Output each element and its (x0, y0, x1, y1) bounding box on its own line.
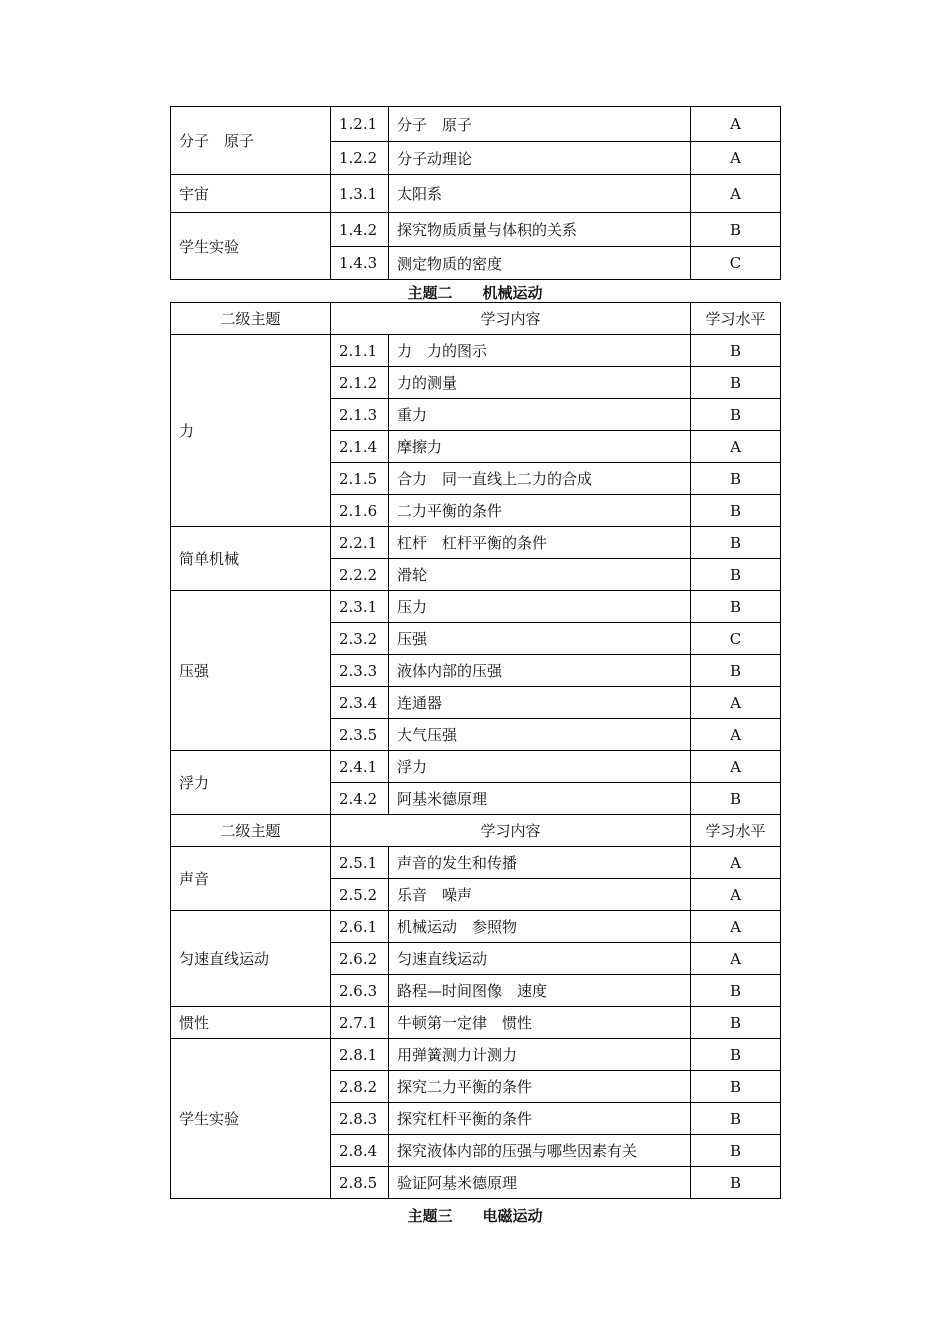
content-cell: 分子 原子 (389, 107, 691, 142)
code-cell: 2.6.1 (331, 911, 389, 943)
level-cell: B (691, 213, 781, 247)
content-cell: 力 力的图示 (389, 335, 691, 367)
header-learning-level: 学习水平 (691, 815, 781, 847)
content-cell: 浮力 (389, 751, 691, 783)
content-cell: 乐音 噪声 (389, 879, 691, 911)
level-cell: A (691, 687, 781, 719)
content-cell: 摩擦力 (389, 431, 691, 463)
level-cell: A (691, 431, 781, 463)
code-cell: 2.4.2 (331, 783, 389, 815)
topic-cell: 学生实验 (171, 213, 331, 280)
header-secondary-topic: 二级主题 (171, 815, 331, 847)
content-cell: 分子动理论 (389, 142, 691, 175)
topic-cell: 力 (171, 335, 331, 527)
code-cell: 2.5.1 (331, 847, 389, 879)
content-cell: 重力 (389, 399, 691, 431)
content-cell: 压强 (389, 623, 691, 655)
level-cell: B (691, 495, 781, 527)
content-cell: 连通器 (389, 687, 691, 719)
level-cell: B (691, 1007, 781, 1039)
table-row (171, 107, 781, 142)
code-cell: 2.5.2 (331, 879, 389, 911)
header-learning-content: 学习内容 (331, 815, 691, 847)
level-cell: A (691, 751, 781, 783)
content-cell: 匀速直线运动 (389, 943, 691, 975)
content-cell: 用弹簧测力计测力 (389, 1039, 691, 1071)
code-cell: 2.8.3 (331, 1103, 389, 1135)
code-cell: 2.8.1 (331, 1039, 389, 1071)
code-cell: 2.6.2 (331, 943, 389, 975)
topic-cell: 学生实验 (171, 1039, 331, 1199)
code-cell: 2.6.3 (331, 975, 389, 1007)
table-row (171, 591, 781, 623)
topic-cell: 匀速直线运动 (171, 911, 331, 1007)
content-cell: 验证阿基米德原理 (389, 1167, 691, 1199)
level-cell: A (691, 943, 781, 975)
code-cell: 2.7.1 (331, 1007, 389, 1039)
level-cell: B (691, 1167, 781, 1199)
header-row (171, 815, 781, 847)
section-heading-theme-3: 主题三 电磁运动 (407, 1207, 543, 1225)
code-cell: 2.1.4 (331, 431, 389, 463)
level-cell: B (691, 655, 781, 687)
level-cell: A (691, 911, 781, 943)
level-cell: B (691, 1071, 781, 1103)
content-cell: 机械运动 参照物 (389, 911, 691, 943)
header-learning-level: 学习水平 (691, 303, 781, 335)
content-cell: 牛顿第一定律 惯性 (389, 1007, 691, 1039)
code-cell: 2.1.3 (331, 399, 389, 431)
topic-cell: 宇宙 (171, 175, 331, 213)
table-body (171, 107, 781, 280)
section-heading-theme-2: 主题二 机械运动 (407, 284, 543, 302)
content-cell: 压力 (389, 591, 691, 623)
code-cell: 2.1.1 (331, 335, 389, 367)
code-cell: 1.4.3 (331, 247, 389, 280)
content-cell: 探究二力平衡的条件 (389, 1071, 691, 1103)
table-row (171, 1007, 781, 1039)
topic-cell: 浮力 (171, 751, 331, 815)
level-cell: A (691, 107, 781, 142)
table-row (171, 751, 781, 783)
level-cell: C (691, 247, 781, 280)
code-cell: 2.8.5 (331, 1167, 389, 1199)
header-row (171, 303, 781, 335)
level-cell: A (691, 175, 781, 213)
level-cell: B (691, 463, 781, 495)
table-row (171, 1039, 781, 1071)
level-cell: A (691, 719, 781, 751)
content-cell: 探究物质质量与体积的关系 (389, 213, 691, 247)
code-cell: 2.3.5 (331, 719, 389, 751)
content-cell: 二力平衡的条件 (389, 495, 691, 527)
table-row (171, 847, 781, 879)
level-cell: A (691, 847, 781, 879)
code-cell: 2.2.1 (331, 527, 389, 559)
table-row (171, 213, 781, 247)
level-cell: A (691, 879, 781, 911)
topic-cell: 惯性 (171, 1007, 331, 1039)
level-cell: B (691, 367, 781, 399)
level-cell: B (691, 335, 781, 367)
level-cell: B (691, 975, 781, 1007)
content-cell: 合力 同一直线上二力的合成 (389, 463, 691, 495)
topic-cell: 分子 原子 (171, 107, 331, 175)
content-cell: 路程—时间图像 速度 (389, 975, 691, 1007)
table-row (171, 527, 781, 559)
level-cell: A (691, 142, 781, 175)
code-cell: 2.1.2 (331, 367, 389, 399)
topic-cell: 简单机械 (171, 527, 331, 591)
code-cell: 2.1.6 (331, 495, 389, 527)
topic-cell: 压强 (171, 591, 331, 751)
content-cell: 滑轮 (389, 559, 691, 591)
header-learning-content: 学习内容 (331, 303, 691, 335)
level-cell: B (691, 591, 781, 623)
level-cell: B (691, 1103, 781, 1135)
code-cell: 1.4.2 (331, 213, 389, 247)
level-cell: B (691, 1039, 781, 1071)
code-cell: 2.8.2 (331, 1071, 389, 1103)
content-cell: 探究液体内部的压强与哪些因素有关 (389, 1135, 691, 1167)
code-cell: 1.3.1 (331, 175, 389, 213)
content-cell: 声音的发生和传播 (389, 847, 691, 879)
level-cell: B (691, 399, 781, 431)
code-cell: 1.2.2 (331, 142, 389, 175)
content-cell: 大气压强 (389, 719, 691, 751)
table-row (171, 335, 781, 367)
content-cell: 太阳系 (389, 175, 691, 213)
code-cell: 2.3.4 (331, 687, 389, 719)
code-cell: 2.1.5 (331, 463, 389, 495)
code-cell: 2.4.1 (331, 751, 389, 783)
topic-cell: 声音 (171, 847, 331, 911)
level-cell: B (691, 1135, 781, 1167)
table-row (171, 175, 781, 213)
table-theme-1-continued (170, 106, 781, 280)
content-cell: 杠杆 杠杆平衡的条件 (389, 527, 691, 559)
content-cell: 测定物质的密度 (389, 247, 691, 280)
level-cell: C (691, 623, 781, 655)
table-row (171, 911, 781, 943)
content-cell: 力的测量 (389, 367, 691, 399)
content-cell: 阿基米德原理 (389, 783, 691, 815)
code-cell: 1.2.1 (331, 107, 389, 142)
level-cell: B (691, 783, 781, 815)
code-cell: 2.2.2 (331, 559, 389, 591)
table-body (171, 303, 781, 1199)
table-theme-2 (170, 302, 781, 1199)
content-cell: 液体内部的压强 (389, 655, 691, 687)
code-cell: 2.3.2 (331, 623, 389, 655)
code-cell: 2.3.3 (331, 655, 389, 687)
code-cell: 2.8.4 (331, 1135, 389, 1167)
level-cell: B (691, 527, 781, 559)
header-secondary-topic: 二级主题 (171, 303, 331, 335)
code-cell: 2.3.1 (331, 591, 389, 623)
content-cell: 探究杠杆平衡的条件 (389, 1103, 691, 1135)
level-cell: B (691, 559, 781, 591)
